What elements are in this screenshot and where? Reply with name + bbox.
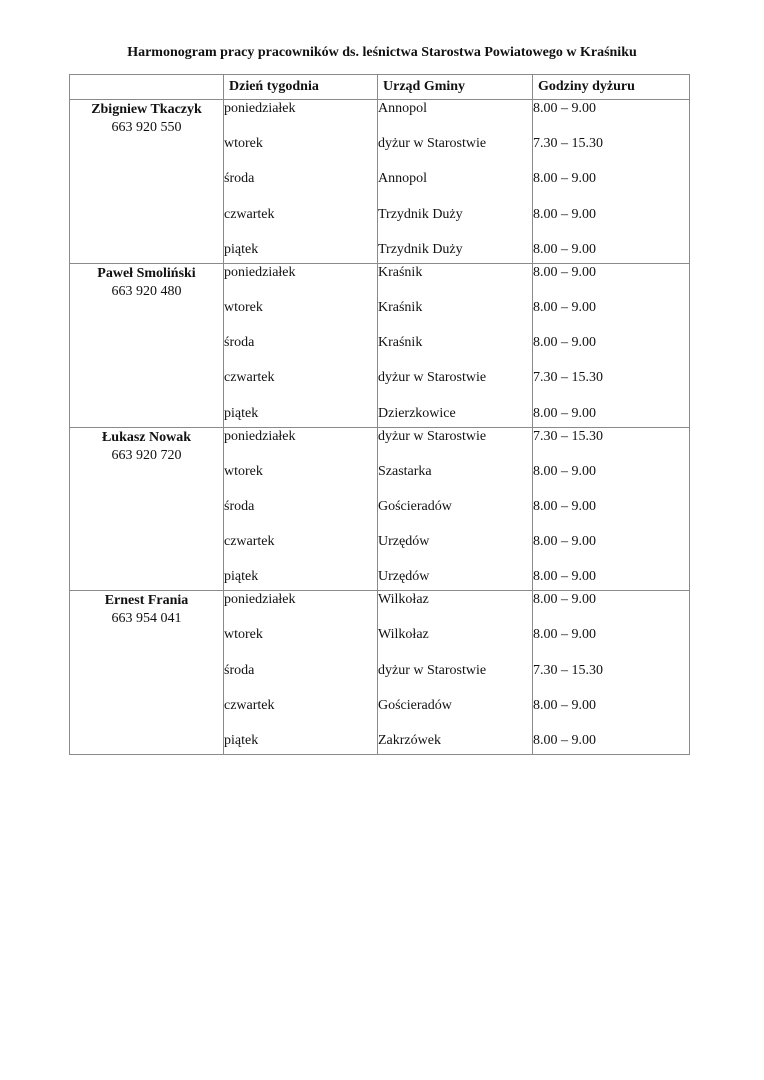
employee-name: Paweł Smoliński <box>97 265 196 281</box>
office-value: dyżur w Starostwie <box>378 136 487 152</box>
employee-name: Zbigniew Tkaczyk <box>91 102 202 117</box>
office-cell <box>378 100 533 264</box>
day-value: poniedziałek <box>224 264 296 280</box>
hours-value: 8.00 – 9.00 <box>533 733 596 748</box>
header-hours: Godziny dyżuru <box>533 75 690 100</box>
employee-name: Ernest Frania <box>104 593 189 609</box>
office-value: Dzierzkowice <box>378 405 456 421</box>
office-cell <box>378 591 533 755</box>
employee-group-row <box>70 263 690 427</box>
hours-value: 8.00 – 9.00 <box>533 405 596 421</box>
employee-name: Łukasz Nowak <box>101 429 192 445</box>
employee-group-row <box>70 427 690 591</box>
employee-cell <box>70 100 224 264</box>
employee-group-row <box>70 591 690 755</box>
hours-value: 8.00 – 9.00 <box>533 592 596 608</box>
office-value: dyżur w Starostwie <box>378 662 487 678</box>
day-value: wtorek <box>224 627 263 643</box>
day-value: poniedziałek <box>224 101 296 116</box>
hours-cell <box>533 263 690 427</box>
hours-value: 8.00 – 9.00 <box>533 534 596 550</box>
office-value: Wilkołaz <box>378 627 429 643</box>
day-value: poniedziałek <box>224 592 296 608</box>
office-value: Kraśnik <box>378 264 423 280</box>
header-day: Dzień tygodnia <box>224 75 378 100</box>
hours-value: 8.00 – 9.00 <box>533 569 596 585</box>
schedule-table <box>69 74 690 755</box>
day-value: środa <box>224 335 255 351</box>
hours-value: 8.00 – 9.00 <box>533 299 596 315</box>
office-cell <box>378 427 533 591</box>
office-value: Szastarka <box>378 463 432 479</box>
employee-phone: 663 954 041 <box>111 611 182 627</box>
header-row <box>70 75 690 100</box>
employee-cell <box>70 263 224 427</box>
employee-phone: 663 920 550 <box>111 120 182 135</box>
office-value: Wilkołaz <box>378 592 429 608</box>
hours-value: 8.00 – 9.00 <box>533 171 596 187</box>
day-value: czwartek <box>224 697 275 713</box>
hours-value: 7.30 – 15.30 <box>533 136 603 152</box>
day-value: piątek <box>224 569 259 585</box>
employee-phone: 663 920 480 <box>111 283 182 299</box>
office-value: Urzędów <box>378 534 430 550</box>
office-cell <box>378 263 533 427</box>
day-cell <box>224 263 378 427</box>
hours-value: 8.00 – 9.00 <box>533 498 596 514</box>
hours-value: 8.00 – 9.00 <box>533 627 596 643</box>
office-value: dyżur w Starostwie <box>378 428 487 444</box>
hours-value: 8.00 – 9.00 <box>533 463 596 479</box>
hours-value: 7.30 – 15.30 <box>533 370 603 386</box>
employee-cell <box>70 427 224 591</box>
header-person <box>70 75 224 100</box>
office-value: Trzydnik Duży <box>378 206 463 222</box>
office-value: Gościeradów <box>378 498 452 514</box>
employee-phone: 663 920 720 <box>111 447 182 463</box>
day-value: poniedziałek <box>224 428 296 444</box>
office-value: Annopol <box>378 101 427 116</box>
day-value: wtorek <box>224 136 263 152</box>
day-value: piątek <box>224 241 259 257</box>
day-value: wtorek <box>224 463 263 479</box>
schedule-body <box>70 100 690 755</box>
hours-value: 8.00 – 9.00 <box>533 241 596 257</box>
day-value: środa <box>224 171 255 187</box>
hours-value: 7.30 – 15.30 <box>533 428 603 444</box>
day-value: piątek <box>224 733 259 748</box>
hours-cell <box>533 591 690 755</box>
document-title: Harmonogram pracy pracowników ds. leśnictwa Starostwa Powiatowego w Kraśniku <box>127 45 637 60</box>
office-value: Kraśnik <box>378 299 423 315</box>
hours-value: 7.30 – 15.30 <box>533 662 603 678</box>
office-value: Kraśnik <box>378 335 423 351</box>
day-value: czwartek <box>224 534 275 550</box>
day-value: wtorek <box>224 299 263 315</box>
day-cell <box>224 591 378 755</box>
hours-value: 8.00 – 9.00 <box>533 101 596 116</box>
office-value: Zakrzówek <box>378 733 441 748</box>
day-value: środa <box>224 662 255 678</box>
office-value: dyżur w Starostwie <box>378 370 487 386</box>
office-value: Gościeradów <box>378 697 452 713</box>
office-value: Urzędów <box>378 569 430 585</box>
employee-group-row <box>70 100 690 264</box>
hours-value: 8.00 – 9.00 <box>533 264 596 280</box>
day-cell <box>224 100 378 264</box>
hours-value: 8.00 – 9.00 <box>533 206 596 222</box>
header-office: Urząd Gminy <box>378 75 533 100</box>
hours-cell <box>533 100 690 264</box>
day-value: piątek <box>224 405 259 421</box>
hours-value: 8.00 – 9.00 <box>533 697 596 713</box>
day-value: czwartek <box>224 206 275 222</box>
hours-cell <box>533 427 690 591</box>
hours-value: 8.00 – 9.00 <box>533 335 596 351</box>
day-value: środa <box>224 498 255 514</box>
day-value: czwartek <box>224 370 275 386</box>
day-cell <box>224 427 378 591</box>
office-value: Annopol <box>378 171 427 187</box>
office-value: Trzydnik Duży <box>378 241 463 257</box>
employee-cell <box>70 591 224 755</box>
